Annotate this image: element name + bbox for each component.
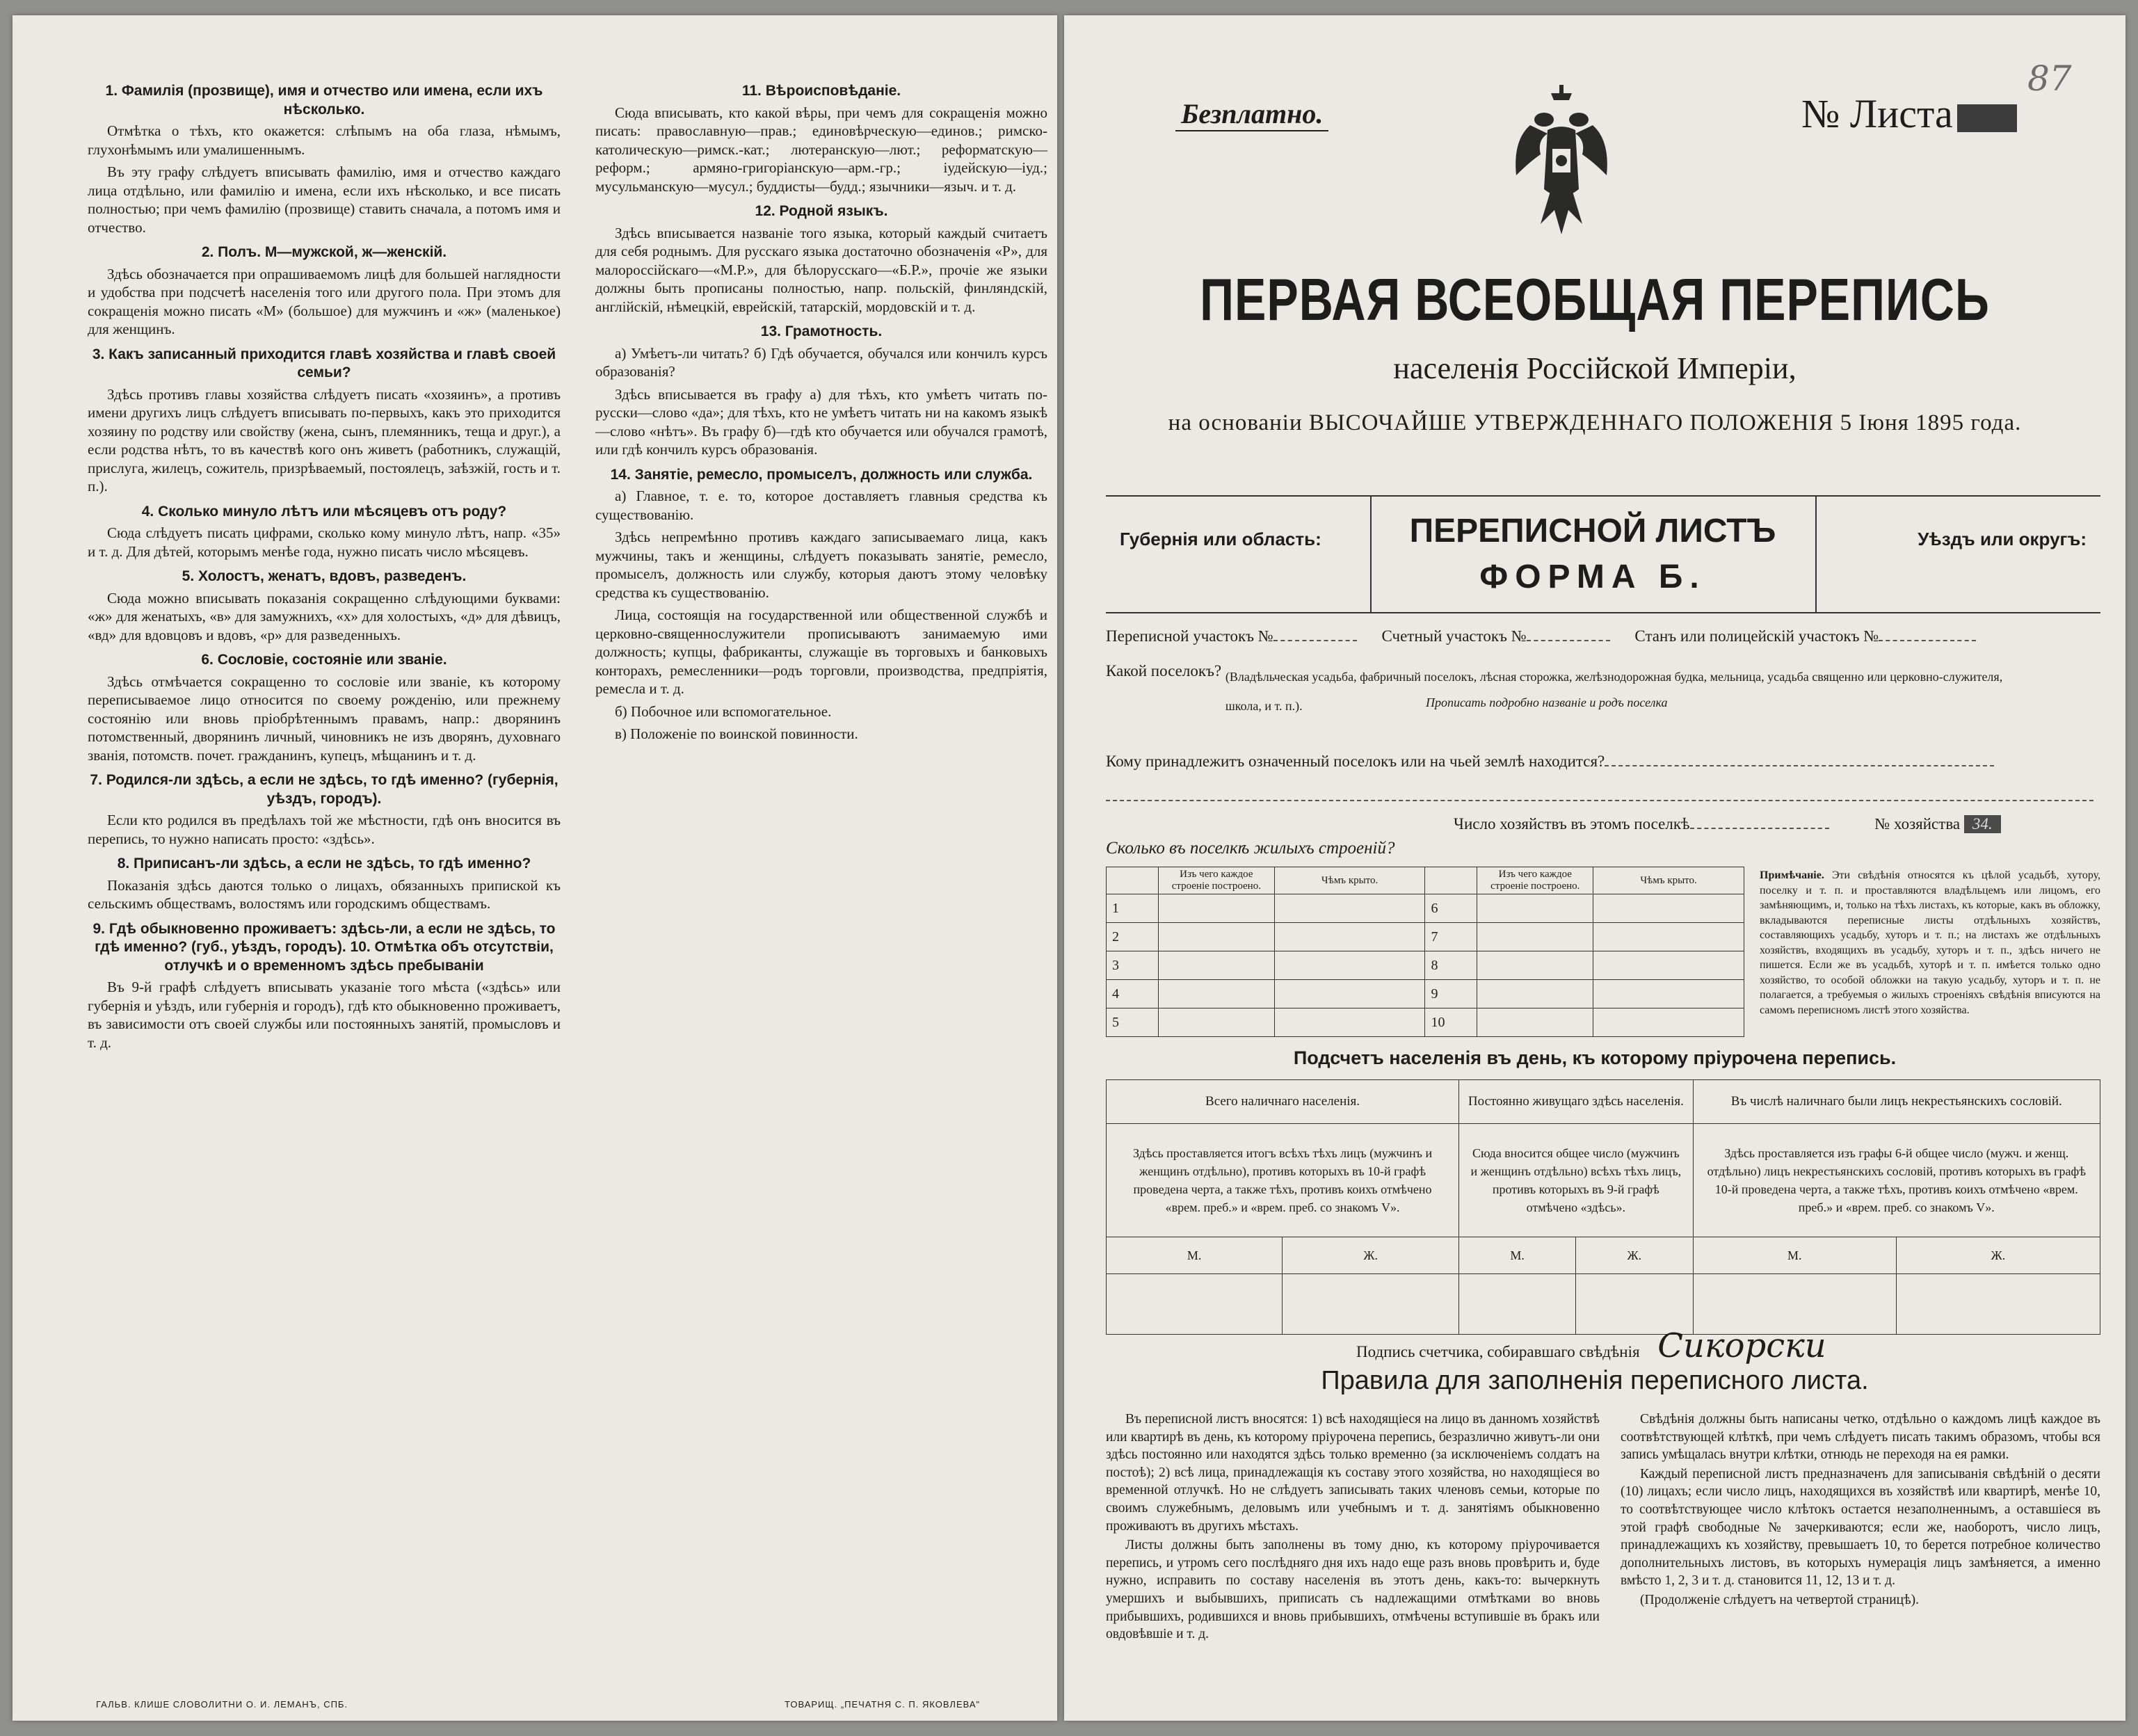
owner-row: Кому принадлежитъ означенный поселокъ или на чьей землѣ находится?: [1106, 753, 1994, 771]
province-label: Губернія или область:: [1120, 529, 1321, 549]
rules-paragraph: Въ переписной листъ вносятся: 1) всѣ находящіеся на лицо въ данномъ хозяйствѣ или квартирѣ въ день, къ которому пріурочена перепись, безразлично живутъ-ли они здѣсь постоянно или находятся здѣсь только временно (за исключеніемъ солдатъ на постоѣ); 2) всѣ лица, принадлежащія къ составу этого хозяйства, но находящіеся во временной отлучкѣ. Но не слѣдуетъ записывать таких членовъ семьи, которые по своимъ служебнымъ, деловымъ или учебнымъ и т. д. занятіямъ обыкновенно проживаютъ въ другихъ мѣстахъ.: [1106, 1412, 1600, 1534]
free-label: Безплатно.: [1175, 97, 1328, 131]
census-form-page: [1064, 15, 2125, 1721]
section-heading: 3. Какъ записанный приходится главѣ хозяйства и главѣ своей семьи?: [92, 346, 556, 380]
households-row: Число хозяйствъ въ этомъ поселкѣ № хозяйства 34.: [1454, 815, 2001, 833]
form-header: [1106, 495, 2100, 613]
section-heading: 6. Сословіе, состояніе или званіе.: [201, 652, 447, 668]
rules-column-2: [1621, 1410, 2100, 1611]
census-area-row: Переписной участокъ № Счетный участокъ № Станъ или полицейскій участокъ №: [1106, 627, 1976, 645]
section-paragraph: Если кто родился въ предѣлахъ той же мѣстности, гдѣ онъ вносится въ перепись, то нужно написать просто: «здѣсь».: [88, 812, 561, 847]
enumerator-signature-row: Подпись счетчика, собиравшаго свѣдѣнія Сикорски: [1356, 1326, 1826, 1365]
census-basis: на основаніи ВЫСОЧАЙШЕ УТВЕРЖДЕННАГО ПОЛОЖЕНІЯ 5 Іюня 1895 года.: [1168, 410, 2022, 435]
table-row: 1 6: [1107, 894, 1744, 923]
section-heading: 1. Фамилія (прозвище), имя и отчество или имена, если ихъ нѣсколько.: [105, 83, 543, 118]
section-heading: 8. Приписанъ-ли здѣсь, а если не здѣсь, то гдѣ именно?: [117, 855, 531, 871]
section-paragraph: Сюда вписывать, кто какой вѣры, при чемъ для сокращенія можно писать: православную—прав.; единовѣрческую—единов.; римско-католическую—римск.-кат.; лютеранскую—лют.; реформатскую—реформ.; армяно-григоріанскую—арм.-гр.; іудейскую—іуд.; мусульманскую—мусул.; буддисты—будд.; язычники—языч. и т. д.: [595, 104, 1047, 195]
buildings-row: Сколько въ поселкѣ жилыхъ строеній?: [1106, 839, 1395, 858]
section-heading: 14. Занятіе, ремесло, промыселъ, должность или служба.: [610, 466, 1033, 483]
rules-paragraph: Листы должны быть заполнены въ тому дню, къ которому пріурочивается перепись, и утромъ сего послѣдняго дня ихъ надо еще разъ вновь провѣрить и, буде нужно, исправить по составу населенія въ этотъ день, какъ-то: вычеркнуть умершихъ и выбывшихъ, приписать съ надлежащими отмѣтками во вновь прибывшихъ, родившихся и вновь прибывшихъ, отмѣчены вступившіе въ бракъ или овдовѣвшіе и т. д.: [1106, 1538, 1600, 1642]
printer-footer-left: ГАЛЬВ. КЛИШЕ СЛОВОЛИТНИ О. И. ЛЕМАНЪ, СПБ.: [96, 1699, 348, 1710]
instructions-column-2: [595, 75, 1047, 748]
population-count-table: Всего наличнаго населенія. Постоянно живущаго здѣсь населенія. Въ числѣ наличнаго были лицъ некрестьянскихъ сословій. Здѣсь проставляется итогъ всѣхъ тѣхъ лицъ (мужчинъ и женщинъ отдѣльно), противъ которыхъ въ 10-й графѣ проведена черта, а также тѣхъ, противъ коихъ отмѣчено «врем. преб.» и «врем. преб. со знакомъ V». Сюда вносится общее число (мужчинъ и женщинъ отдѣльно) всѣхъ тѣхъ лицъ, противъ которыхъ въ 9-й графѣ отмѣчено «здѣсь». Здѣсь проставляется изъ графы 6-й общее число (мужч. и женщ. отдѣльно) лицъ некрестьянскихъ сословій, противъ которыхъ въ графѣ 10-й проведена черта, а также тѣхъ, противъ коихъ отмѣчено «врем. преб.» и «врем. преб. со знакомъ V». М. Ж. М. Ж. М. Ж.: [1106, 1079, 2100, 1335]
instructions-column-1: [88, 75, 561, 1056]
table-row: 4 9: [1107, 980, 1744, 1008]
buildings-table: Изъ чего каждое строеніе построено. Чѣмъ крыто. Изъ чего каждое строеніе построено. Чѣмъ крыто. 1 6 2 7 3 8 4 9 5 10: [1106, 867, 1744, 1037]
table-row: 5 10: [1107, 1008, 1744, 1037]
rules-paragraph: Каждый переписной листъ предназначенъ для записыванія свѣдѣній о десяти (10) лицахъ; если число лицъ, находящихся въ хозяйствѣ или квартирѣ, менѣе 10, то соотвѣтствующее число клѣтокъ остается незаполненнымъ, а оставшіеся въ этой графѣ свободные № зачеркиваются; если же, наоборотъ, число лицъ, принадлежащихъ къ хозяйству, превышаетъ 10, то берется потребное количество дополнительныхъ листовъ, въ которыхъ нумерація лицъ замѣняется, а именно вмѣсто 1, 2, 3 и т. д. становится 11, 12, 13 и т. д.: [1621, 1466, 2100, 1589]
section-heading: 2. Полъ. М—мужской, ж—женскій.: [201, 244, 447, 260]
printer-footer-mid: ТОВАРИЩ. „ПЕЧАТНЯ С. П. ЯКОВЛЕВА": [785, 1699, 981, 1710]
table-row: 2 7: [1107, 923, 1744, 951]
household-number-value: 34.: [1964, 815, 2001, 833]
section-paragraph: б) Побочное или вспомогательное.: [615, 702, 832, 720]
rules-paragraph: (Продолженіе слѣдуетъ на четвертой страницѣ).: [1640, 1592, 1920, 1607]
owner-continued-line: [1106, 787, 2093, 805]
section-paragraph: Здѣсь обозначается при опрашиваемомъ лицѣ для большей наглядности и удобства при подсчетѣ населенія того или другого пола. При этомъ для сокращенія можно писать «М» (большое) для мужчинъ и «ж» (маленькое) для женщинъ.: [88, 265, 561, 337]
table-row: 3 8: [1107, 951, 1744, 980]
settlement-hint: Прописать подробно названіе и родъ поселка: [1426, 696, 1668, 709]
section-paragraph: Отмѣтка о тѣхъ, кто окажется: слѣпымъ на оба глаза, нѣмымъ, глухонѣмымъ или умалишеннымъ.: [88, 122, 561, 158]
archival-pencil-number: 87: [2027, 58, 2072, 99]
section-paragraph: Въ эту графу слѣдуетъ вписывать фамилію, имя и отчество каждаго лица отдѣльно, или фамилію и имена, если ихъ нѣсколько, и все писать полностью; при чемъ фамилію (прозвище) ставить сначала, а потомъ имя и отчество.: [88, 163, 561, 236]
section-paragraph: Сюда слѣдуетъ писать цифрами, сколько кому минуло лѣтъ, напр. «35» и т. д. Для дѣтей, которымъ менѣе года, нужно писать число мѣсяцевъ.: [88, 524, 561, 560]
rules-paragraph: Свѣдѣнія должны быть написаны четко, отдѣльно о каждомъ лицѣ каждое въ соотвѣтствующей клѣткѣ, при чемъ слѣдуетъ писать такимъ образомъ, чтобы вся запись умѣщалась внутри клѣтки, отнюдь не переходя на ея рамки.: [1621, 1412, 2100, 1463]
instructions-page: [13, 15, 1057, 1721]
rules-column-1: [1106, 1410, 1600, 1645]
buildings-note: Примѣчаніе. Эти свѣдѣнія относятся къ цѣлой усадьбѣ, хутору, поселку и т. п. и проставляются владѣльцемъ или лицомъ, его замѣняющимъ, и, только на тѣхъ листахъ, къ которые, какъ въ обложку, вкладываются переписные листы отдѣльныхъ хозяйствъ, составляющихъ усадьбу, хуторъ и т. п.; на листахъ же отдѣльныхъ хозяйствъ, входящихъ въ усадьбу, хуторъ и т. п., здѣсь ничего не пишется. Если же въ усадьбѣ, хуторѣ и т. п. имѣется только одно хозяйство, то особой обложки на такую усадьбу, хуторъ и т. п. не полагается, а требуемыя о жилыхъ строеніяхъ свѣдѣнія вписуются на самомъ переписномъ листѣ этого хозяйства.: [1760, 869, 2100, 1016]
sheet-number: № Листа: [1801, 90, 2017, 137]
sheet-number-box: [1957, 104, 2017, 132]
enumerator-signature: Сикорски: [1657, 1326, 1826, 1365]
population-count-title: Подсчетъ населенія въ день, къ которому пріурочена перепись.: [1293, 1047, 1897, 1068]
section-paragraph: Лица, состоящія на государственной или общественной службѣ и церковно-священнослужители прописываютъ занимаемую ими должность; купцы, фабриканты, служащіе въ торговыхъ и банковыхъ конторахъ, ремесленники—родъ торговли, производства, предпріятія, ремесла и т. д.: [595, 606, 1047, 697]
section-paragraph: Здѣсь отмѣчается сокращенно то сословіе или званіе, къ которому переписываемое лицо относится по своему рожденію, или прежнему состоянію или вновь пріобрѣтеннымъ правамъ, напр.: дворянинъ потомственный, дворянинъ личный, чиновникъ не изъ дворянъ, духовнаго званія, потомств. почет. гражданинъ, купецъ, мѣщанинъ и т. д.: [88, 673, 561, 764]
section-heading: 12. Родной языкъ.: [755, 203, 888, 219]
section-paragraph: Въ 9-й графѣ слѣдуетъ вписывать указаніе того мѣста («здѣсь» или губернія и уѣздъ, или губернія и городъ), гдѣ кто обыкновенно проживаетъ, въ зависимости отъ своей службы или постоянныхъ занятій, промысловъ и т. д.: [88, 979, 561, 1051]
section-paragraph: а) Умѣетъ-ли читать? б) Гдѣ обучается, обучался или кончилъ курсъ образованія?: [595, 344, 1047, 380]
section-paragraph: Здѣсь противъ главы хозяйства слѣдуетъ писать «хозяинъ», а противъ имени другихъ лицъ слѣдуетъ вписывать по-первыхъ, какъ это приходится хозяину по родству или свойству (жена, сынъ, племянникъ, теща и друг.), а если родства нѣтъ, то въ качествѣ кого онъ живетъ (работникъ, служащій, прислуга, жилецъ, сожитель, призрѣваемый, постоялецъ, заѣзжій, гость и т. п.).: [88, 385, 561, 495]
form-name: ФОРМА Б.: [1479, 558, 1706, 595]
section-paragraph: Показанія здѣсь даются только о лицахъ, обязанныхъ припиской къ сельскимъ обществамъ, волостямъ или городскимъ обществамъ.: [88, 876, 561, 912]
section-paragraph: Здѣсь непремѣнно противъ каждаго записываемаго лица, какъ мужчины, такъ и женщины, слѣдуетъ показывать занятіе, ремесло, промыселъ, должность или службу, которыя даютъ этому человѣку средства къ существованію.: [595, 529, 1047, 601]
section-paragraph: Сюда можно вписывать показанія сокращенно слѣдующими буквами: «ж» для женатыхъ, «в» для замужнихъ, «х» для холостыхъ, «д» для дѣвицъ, «вд» для вдовцовъ и вдовъ, «р» для разведенныхъ.: [88, 589, 561, 643]
census-subtitle: населенія Россійской Имперіи,: [1393, 351, 1797, 385]
section-paragraph: Здѣсь вписывается въ графу а) для тѣхъ, кто умѣетъ читать по-русски—слово «да»; для тѣхъ, кто не умѣетъ читать ни на какомъ языкѣ—слово «нѣтъ». Въ графу б)—гдѣ кто обучается или обучался грамотѣ, или гдѣ кончилъ курсъ образованія.: [595, 385, 1047, 458]
section-heading: 11. Вѣроисповѣданіе.: [741, 83, 901, 99]
section-heading: 9. Гдѣ обыкновенно проживаетъ: здѣсь-ли, а если не здѣсь, то гдѣ именно? (губ., уѣздъ, городъ). 10. Отмѣтка объ отсутствіи, отлучкѣ и о временномъ здѣсь пребываніи: [93, 920, 556, 974]
section-heading: 5. Холостъ, женатъ, вдовъ, разведенъ.: [182, 568, 467, 584]
section-heading: 13. Грамотность.: [760, 323, 883, 339]
section-heading: 7. Родился-ли здѣсь, а если не здѣсь, то гдѣ именно? (губернія, уѣздъ, городъ).: [90, 772, 558, 807]
section-heading: 4. Сколько минуло лѣтъ или мѣсяцевъ отъ роду?: [141, 503, 507, 520]
district-label: Уѣздъ или округъ:: [1918, 529, 2087, 549]
section-paragraph: а) Главное, т. е. то, которое доставляетъ главныя средства къ существованію.: [595, 488, 1047, 523]
section-paragraph: Здѣсь вписывается названіе того языка, который каждый считаетъ для себя роднымъ. Для русскаго языка достаточно обозначенія «Р», для малороссійскаго—«М.Р.», для бѣлорусскаго—«Б.Р.», прочіе же языки должны быть прописаны полностью, напр. польскій, финляндскій, англійскій, нѣмецкій, еврейскій, татарскій, мордовскій и т. д.: [595, 224, 1047, 315]
rules-title: Правила для заполненія переписного листа.: [1321, 1366, 1869, 1395]
double-headed-eagle-icon: [1509, 85, 1614, 245]
settlement-row: Какой поселокъ? (Владѣльческая усадьба, фабричный поселокъ, лѣсная сторожка, желѣзнодорожная будка, мельница, усадьба священно или церковно-служителя, школа, и т. п.).: [1106, 662, 2003, 713]
form-title: ПЕРЕПИСНОЙ ЛИСТЪ: [1409, 513, 1776, 549]
section-paragraph: в) Положеніе по воинской повинности.: [615, 725, 858, 742]
census-title: ПЕРВАЯ ВСЕОБЩАЯ ПЕРЕПИСЬ: [1200, 266, 1990, 333]
